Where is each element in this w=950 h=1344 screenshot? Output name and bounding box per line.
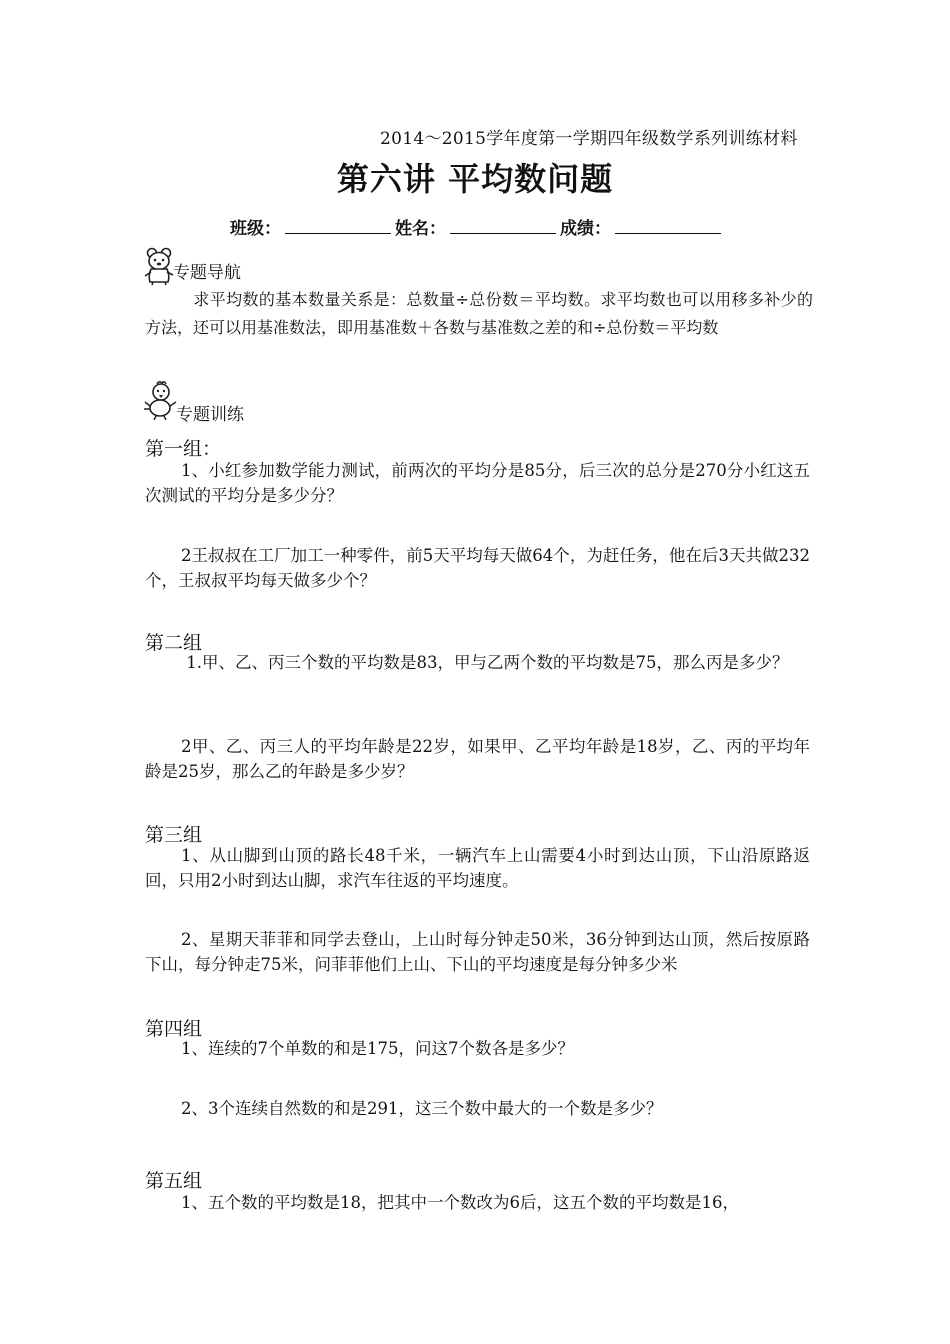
group-title-3: 第三组 [145, 824, 203, 846]
question-text: 1.甲、乙、丙三个数的平均数是83，甲与乙两个数的平均数是75，那么丙是多少？ [181, 653, 789, 672]
class-blank [285, 219, 391, 234]
name-label: 姓名： [395, 219, 446, 239]
guide-heading: 专题导航 [173, 263, 241, 283]
question-text: 1、五个数的平均数是18，把其中一个数改为6后，这五个数的平均数是16， [181, 1193, 739, 1212]
group-title-2: 第二组 [145, 632, 203, 654]
question-5-1 [145, 1190, 810, 1215]
question-2-1 [145, 650, 810, 675]
series-header: 2014～2015学年度第一学期四年级数学系列训练材料 [380, 129, 798, 149]
guide-text [145, 286, 813, 342]
guide-paragraph: 求平均数的基本数量关系是：总数量÷总份数＝平均数。求平均数也可以用移多补少的方法，还可以用基准数法，即用基准数＋各数与基准数之差的和÷总份数＝平均数 [145, 290, 813, 337]
group-title-1: 第一组： [145, 438, 222, 460]
question-text: 1、连续的7个单数的和是175，问这7个数各是多少？ [181, 1039, 574, 1058]
question-3-1 [145, 843, 810, 893]
question-text: 2王叔叔在工厂加工一种零件，前5天平均每天做64个，为赶任务，他在后3天共做232个，王叔叔平均每天做多少个？ [145, 546, 810, 590]
question-2-2 [145, 734, 810, 784]
page-title: 第六讲 平均数问题 [336, 160, 614, 198]
group-title-4: 第四组 [145, 1018, 203, 1040]
question-text: 2甲、乙、丙三人的平均年龄是22岁，如果甲、乙平均年龄是18岁，乙、丙的平均年龄是25岁，那么乙的年龄是多少岁？ [145, 737, 810, 781]
group-title-5: 第五组 [145, 1170, 203, 1192]
question-text: 1、小红参加数学能力测试，前两次的平均分是85分，后三次的总分是270分小红这五次测试的平均分是多少分？ [145, 461, 810, 505]
question-text: 2、3个连续自然数的和是291，这三个数中最大的一个数是多少？ [181, 1099, 663, 1118]
question-text: 1、从山脚到山顶的路长48千米，一辆汽车上山需要4小时到达山顶，下山沿原路返回，只用2小时到达山脚，求汽车往返的平均速度。 [145, 846, 810, 890]
training-heading: 专题训练 [176, 405, 244, 425]
question-4-2 [145, 1096, 810, 1121]
question-1-1 [145, 458, 810, 508]
score-label: 成绩： [560, 219, 611, 239]
student-info-row [230, 214, 725, 239]
score-blank [615, 219, 721, 234]
question-3-2 [145, 927, 810, 977]
name-blank [450, 219, 556, 234]
chick-cartoon-icon [143, 380, 179, 420]
question-text: 2、星期天菲菲和同学去登山，上山时每分钟走50米，36分钟到达山顶，然后按原路下山，每分钟走75米，问菲菲他们上山、下山的平均速度是每分钟多少米 [145, 930, 810, 974]
question-1-2 [145, 543, 810, 593]
question-4-1 [145, 1036, 810, 1061]
class-label: 班级： [230, 219, 281, 239]
